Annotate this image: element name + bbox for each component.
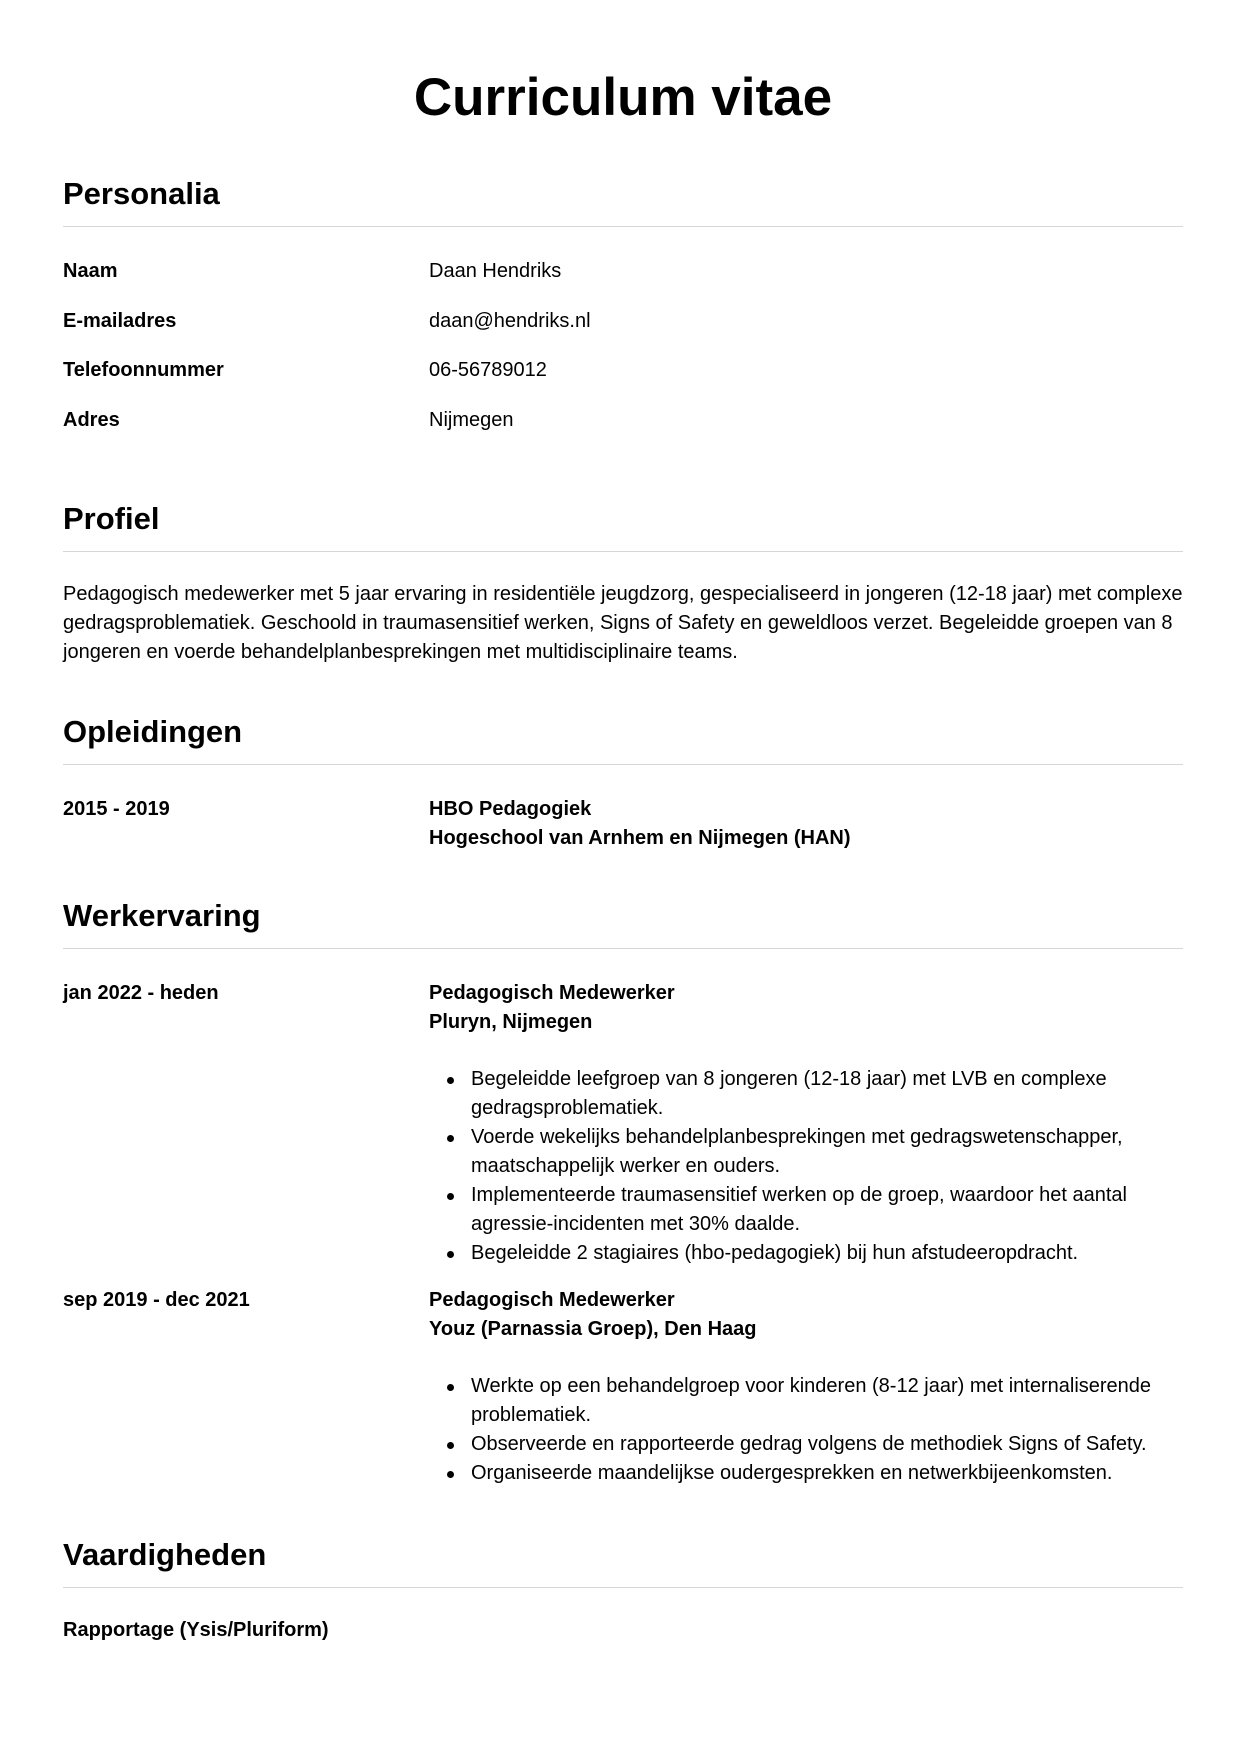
personalia-row-telefoon bbox=[63, 356, 1183, 406]
bullet-icon bbox=[447, 1442, 454, 1449]
document-title: Curriculum vitae bbox=[413, 68, 833, 127]
list-item: Observeerde en rapporteerde gedrag volgens de methodiek Signs of Safety. bbox=[471, 1430, 1183, 1459]
personalia-row-adres bbox=[63, 406, 1183, 456]
field-value: Nijmegen bbox=[429, 408, 514, 431]
bullet-icon bbox=[447, 1135, 454, 1142]
work-employer: Youz (Parnassia Groep), Den Haag bbox=[429, 1318, 757, 1340]
education-entry bbox=[63, 795, 1183, 853]
work-entry bbox=[63, 979, 1183, 1268]
section-heading-profiel: Profiel bbox=[63, 499, 1183, 552]
section-heading-personalia: Personalia bbox=[63, 174, 1183, 227]
bullet-icon bbox=[447, 1384, 454, 1391]
bullet-icon bbox=[447, 1251, 454, 1258]
work-title: Pedagogisch Medewerker bbox=[429, 982, 675, 1004]
section-vaardigheden bbox=[63, 1535, 1183, 1645]
list-item: Werkte op een behandelgroep voor kinderen (8-12 jaar) met internaliserende problematiek. bbox=[471, 1372, 1183, 1430]
field-label: Naam bbox=[63, 260, 118, 282]
section-profiel bbox=[63, 499, 1183, 667]
field-value: 06-56789012 bbox=[429, 359, 547, 381]
education-title: HBO Pedagogiek bbox=[429, 798, 592, 820]
field-value: daan@hendriks.nl bbox=[429, 309, 591, 332]
work-employer: Pluryn, Nijmegen bbox=[429, 1011, 593, 1033]
skill-item: Rapportage (Ysis/Pluriform) bbox=[63, 1619, 329, 1641]
list-item: Organiseerde maandelijkse oudergesprekken en netwerkbijeenkomsten. bbox=[471, 1459, 1183, 1488]
personalia-row-email bbox=[63, 307, 1183, 357]
section-opleidingen bbox=[63, 712, 1183, 853]
field-label: E-mailadres bbox=[63, 309, 177, 332]
list-item: Voerde wekelijks behandelplanbesprekingen met gedragswetenschapper, maatschappelijk werker en ouders. bbox=[471, 1123, 1183, 1181]
education-period: 2015 - 2019 bbox=[63, 798, 170, 820]
list-item: Begeleidde leefgroep van 8 jongeren (12-18 jaar) met LVB en complexe gedragsproblematiek. bbox=[471, 1065, 1183, 1123]
work-entry bbox=[63, 1286, 1183, 1488]
field-value: Daan Hendriks bbox=[429, 260, 562, 282]
section-heading-vaardigheden: Vaardigheden bbox=[63, 1535, 1183, 1588]
bullet-icon bbox=[447, 1193, 454, 1200]
list-item: Begeleidde 2 stagiaires (hbo-pedagogiek) bij hun afstudeeropdracht. bbox=[471, 1239, 1183, 1268]
profile-text: Pedagogisch medewerker met 5 jaar ervaring in residentiële jeugdzorg, gespecialiseerd in jongeren (12-18 jaar) met complexe gedragsproblematiek. Geschoold in traumasensitief werken, Signs of Safety en geweldloos verzet. Begeleidde groepen van 8 jongeren en voerde behandelplanbesprekingen met multidisciplinaire teams. bbox=[63, 583, 1183, 663]
personalia-row-naam bbox=[63, 257, 1183, 307]
work-period: sep 2019 - dec 2021 bbox=[63, 1289, 250, 1311]
field-label: Adres bbox=[63, 408, 120, 431]
work-bullets bbox=[429, 1372, 1183, 1488]
section-heading-werkervaring: Werkervaring bbox=[63, 896, 1183, 949]
section-heading-opleidingen: Opleidingen bbox=[63, 712, 1183, 765]
work-title: Pedagogisch Medewerker bbox=[429, 1289, 675, 1311]
work-period: jan 2022 - heden bbox=[63, 982, 219, 1004]
list-item: Implementeerde traumasensitief werken op de groep, waardoor het aantal agressie-incidenten met 30% daalde. bbox=[471, 1181, 1183, 1239]
bullet-icon bbox=[447, 1077, 454, 1084]
work-bullets bbox=[429, 1065, 1183, 1268]
section-personalia bbox=[63, 174, 1183, 455]
field-label: Telefoonnummer bbox=[63, 359, 224, 381]
bullet-icon bbox=[447, 1471, 454, 1478]
section-werkervaring bbox=[63, 896, 1183, 1488]
education-institution: Hogeschool van Arnhem en Nijmegen (HAN) bbox=[429, 827, 851, 849]
